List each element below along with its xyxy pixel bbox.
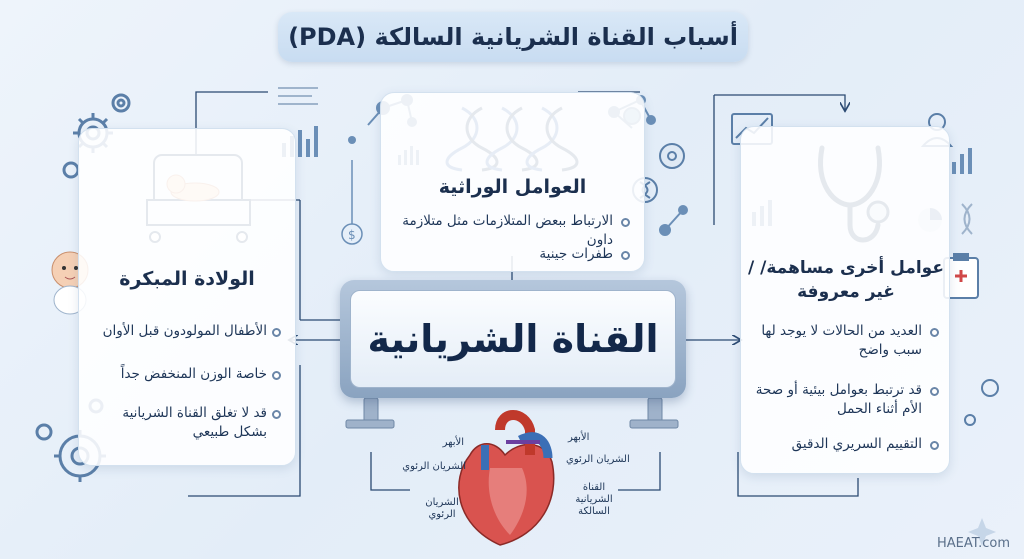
center-plate — [340, 280, 686, 398]
heart-label-aorta-right: الأبهر — [568, 432, 590, 443]
heart-label-pulmonary-right: الشريان الرئوي — [566, 454, 630, 465]
bar-chart-icon — [952, 148, 972, 174]
bullet-icon — [272, 328, 281, 337]
bullet-icon — [272, 410, 281, 419]
other-item-1: العديد من الحالات لا يوجد لها سبب واضح — [761, 323, 922, 358]
heart-illustration — [459, 415, 554, 545]
bullet-icon — [930, 387, 939, 396]
bullet-icon — [930, 328, 939, 337]
bullet-icon — [621, 218, 630, 227]
card-other-factors-title: عوامل أخرى مساهمة/ /غير معروفة — [748, 258, 944, 302]
center-label: القناة الشريانية — [350, 290, 676, 388]
premature-item-1: الأطفال المولودون قبل الأوان — [102, 323, 267, 339]
dna-small-icon — [962, 204, 972, 234]
heart-label-pda: القناة الشريانية السالكة — [575, 482, 613, 517]
premature-item-2: خاصة الوزن المنخفض جداً — [120, 366, 267, 382]
svg-text:$: $ — [348, 228, 356, 242]
card-genetic-factors-title: العوامل الوراثية — [438, 176, 587, 198]
gear-icon — [965, 380, 998, 425]
premature-item-3: قد لا تغلق القناة الشريانية بشكل طبيعي — [122, 405, 267, 440]
text-lines-icon — [278, 88, 318, 104]
other-item-2: قد ترتبط بعوامل بيئية أو صحة الأم أثناء الحمل — [755, 382, 922, 417]
bullet-icon — [621, 251, 630, 260]
page-title: أسباب القناة الشريانية السالكة (PDA) — [278, 12, 748, 62]
card-premature-birth-title: الولادة المبكرة — [119, 268, 255, 290]
genetic-item-1: الارتباط ببعض المتلازمات مثل متلازمة داون — [402, 213, 613, 248]
heart-label-pulmonary-bottom: الشريان الرئوي — [425, 497, 459, 520]
watermark: HAEAT.com — [936, 536, 1010, 551]
bullet-icon — [272, 371, 281, 380]
heart-label-aorta-left: الأبهر — [442, 437, 464, 448]
other-item-3: التقييم السريري الدقيق — [791, 436, 922, 452]
genetic-item-2: طفرات جينية — [539, 246, 613, 262]
virus-icon — [660, 144, 684, 168]
bullet-icon — [930, 441, 939, 450]
heart-label-pulmonary-left: الشريان الرئوي — [402, 461, 466, 472]
